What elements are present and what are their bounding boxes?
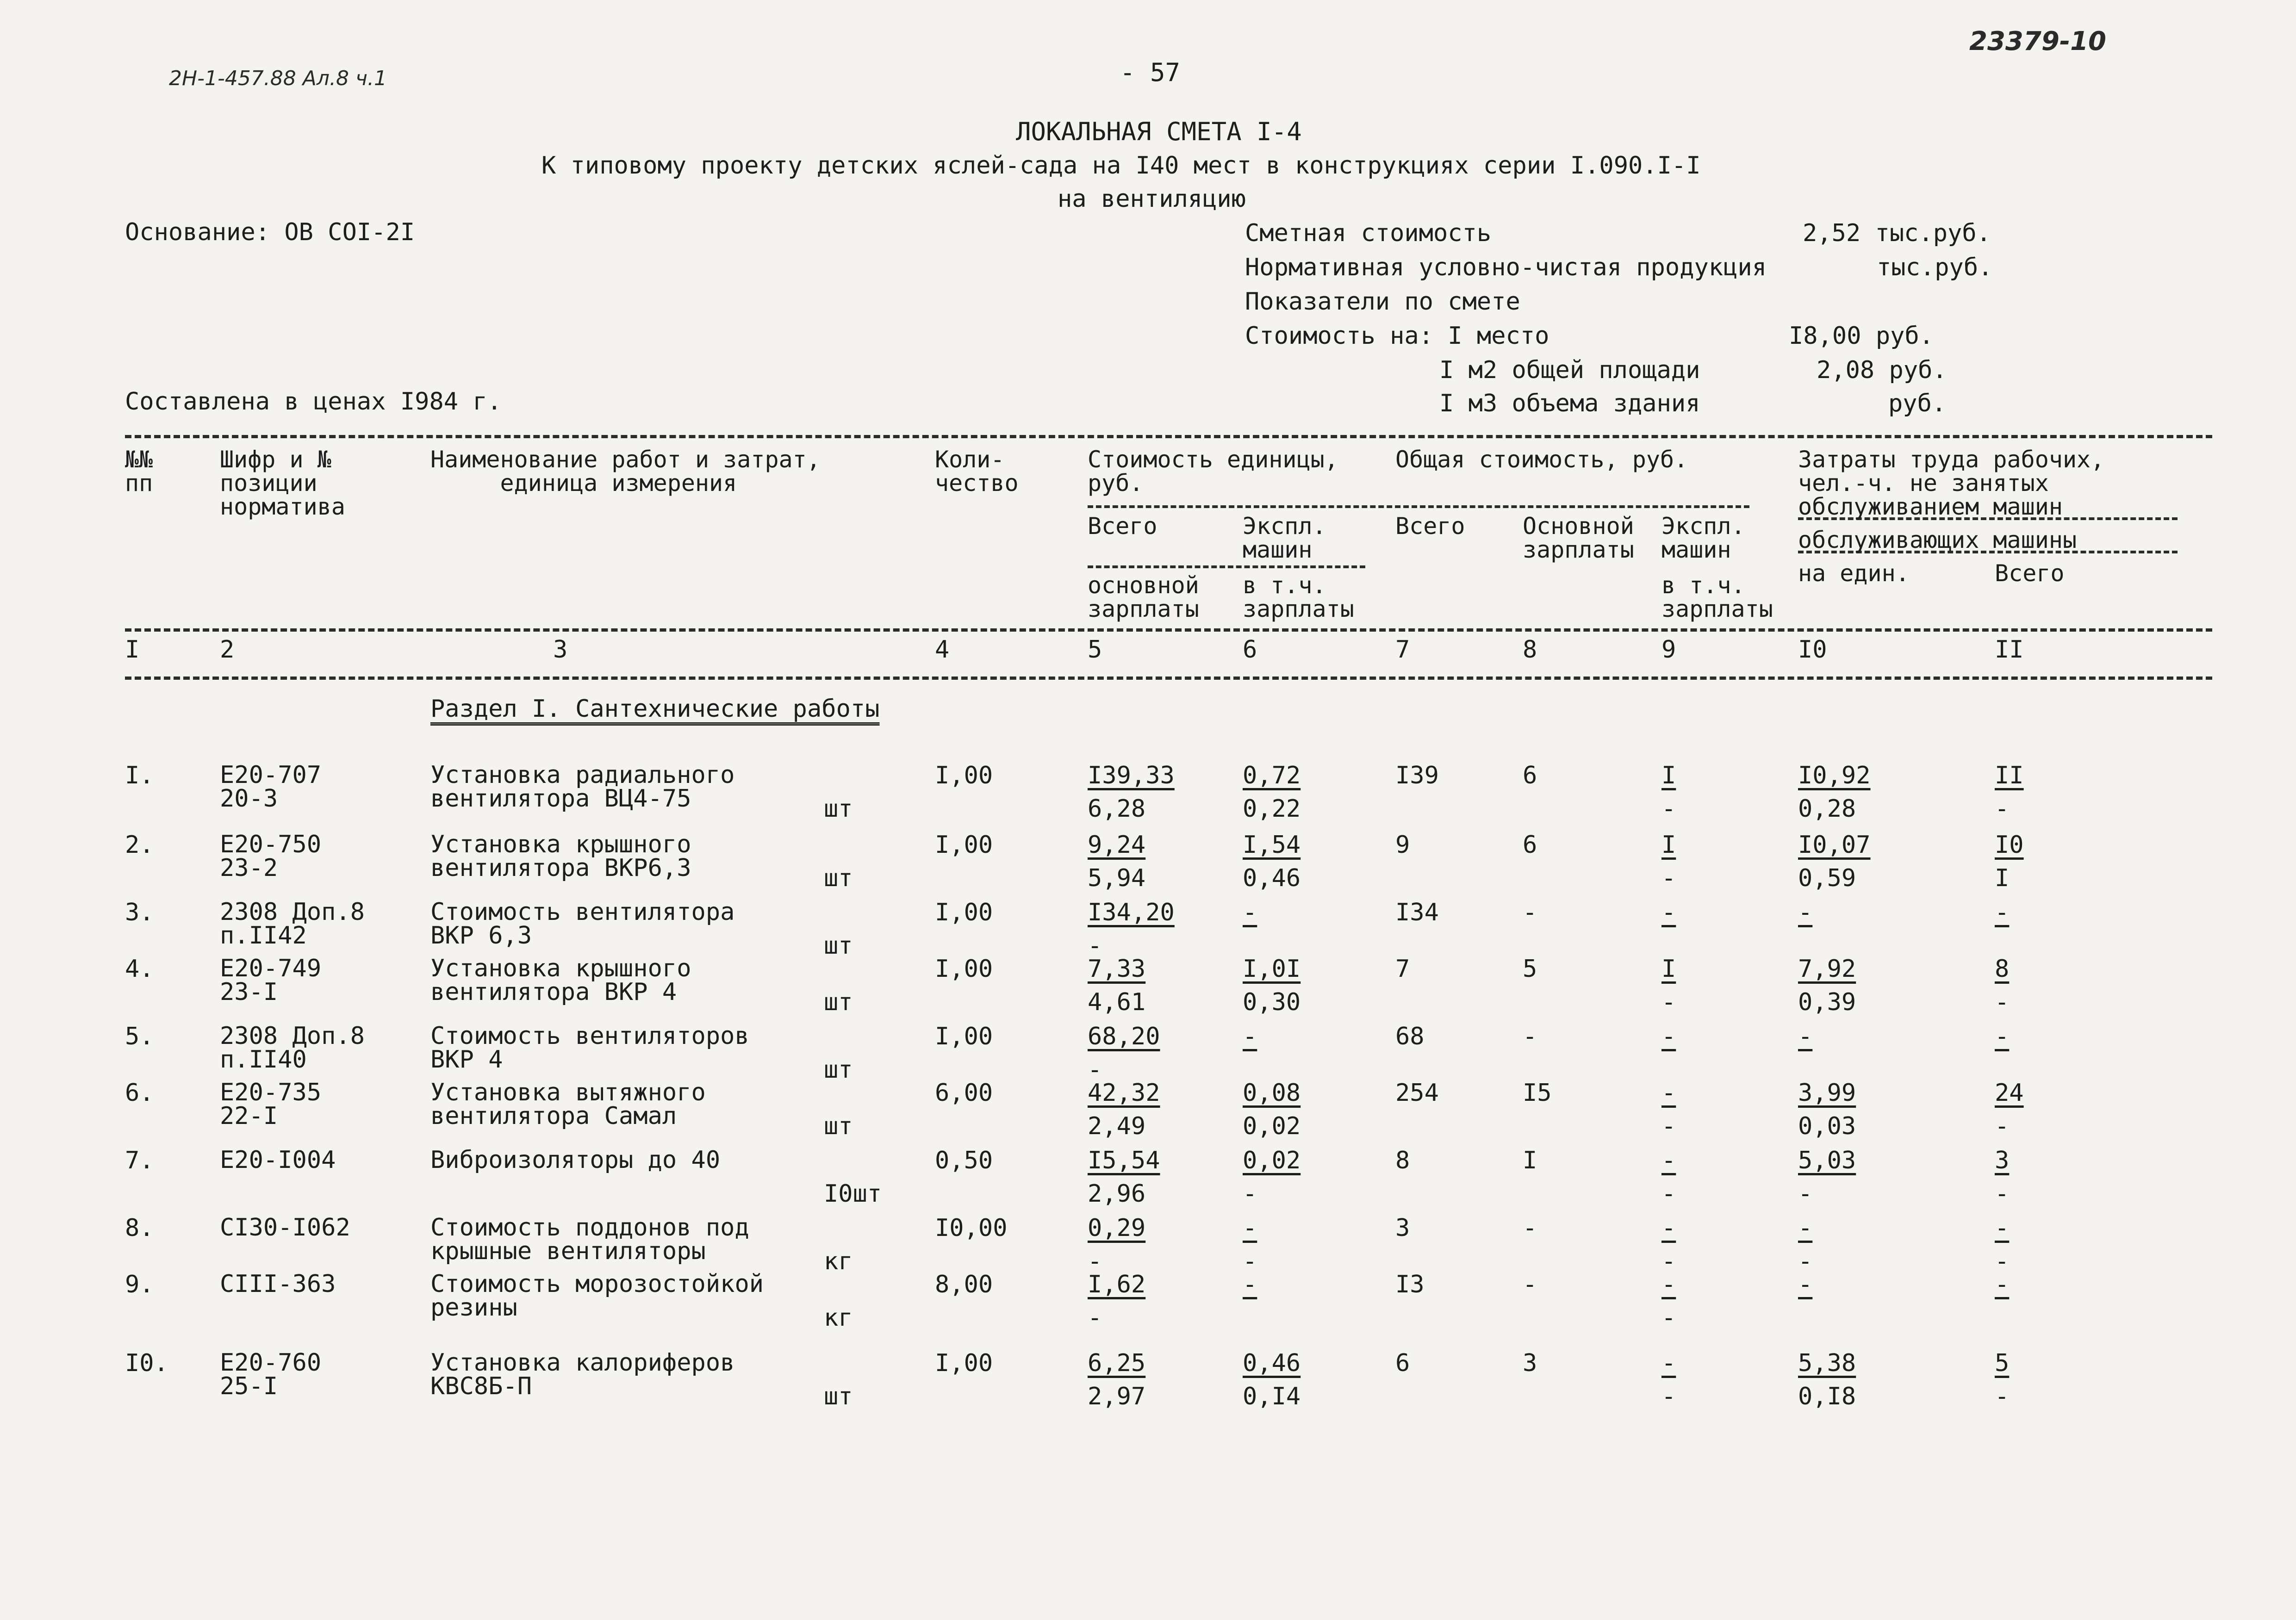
- row-labor-total: 24: [1995, 1079, 2024, 1107]
- row-unit-machine-wage: 0,I4: [1243, 1383, 1301, 1410]
- row-total-machine-wage: -: [1661, 1112, 1676, 1140]
- cost-per-place-value: I8,00 руб.: [1789, 322, 1934, 350]
- row-quantity: I,00: [935, 955, 993, 983]
- column-number: 6: [1243, 636, 1257, 664]
- cost-per-m3-label: I м3 объема здания: [1439, 390, 1700, 417]
- row-total: I39: [1395, 762, 1439, 789]
- row-labor-total: -: [1995, 1214, 2010, 1242]
- row-unit-machines: I,54: [1243, 831, 1301, 859]
- row-total-machines: -: [1661, 1147, 1676, 1174]
- row-total: I34: [1395, 899, 1439, 926]
- row-total-wage: 6: [1523, 831, 1537, 859]
- row-quantity: I,00: [935, 1023, 993, 1050]
- row-labor-unit-machines: -: [1798, 1248, 1813, 1275]
- row-labor-total: -: [1995, 1271, 2010, 1298]
- header-sub-rule: [1088, 505, 1749, 508]
- row-unit: шт: [824, 932, 853, 960]
- row-unit-machines: I,0I: [1243, 955, 1301, 983]
- row-total-machines: -: [1661, 1023, 1676, 1050]
- row-unit-wage: 6,28: [1088, 795, 1146, 823]
- row-code: 2308 Доп.8 п.II40: [220, 1022, 365, 1074]
- row-unit-machines: 0,46: [1243, 1349, 1301, 1377]
- column-number: 5: [1088, 636, 1102, 664]
- row-total-machines: I: [1661, 831, 1676, 859]
- row-unit-machines: -: [1243, 1214, 1257, 1242]
- row-total: 3: [1395, 1214, 1410, 1242]
- row-unit-total: 68,20: [1088, 1023, 1160, 1050]
- doc-subtitle: К типовому проекту детских яслей-сада на I40 мест в конструкциях серии I.090.I-I: [541, 152, 1701, 180]
- row-total: 6: [1395, 1349, 1410, 1377]
- header-labor-unit: на един.: [1798, 560, 1910, 587]
- row-unit: I0шт: [824, 1180, 882, 1208]
- row-labor-unit: -: [1798, 899, 1813, 926]
- row-unit-total: 0,29: [1088, 1214, 1146, 1242]
- row-code: Е20-750 23-2: [220, 831, 322, 882]
- header-labor: Затраты труда рабочих, чел.-ч. не занятых обслуживанием машин: [1798, 446, 2105, 520]
- row-total-machines: -: [1661, 899, 1676, 926]
- row-labor-total: 3: [1995, 1147, 2010, 1174]
- row-labor-unit: 3,99: [1798, 1079, 1856, 1107]
- section-title: Раздел I. Сантехнические работы: [430, 695, 880, 723]
- row-total: 9: [1395, 831, 1410, 859]
- row-unit-total: I5,54: [1088, 1147, 1160, 1174]
- row-unit-wage: 4,61: [1088, 988, 1146, 1016]
- row-unit-wage: 2,49: [1088, 1112, 1146, 1140]
- row-total-machine-wage: -: [1661, 1180, 1676, 1208]
- row-labor-unit-machines: 0,03: [1798, 1112, 1856, 1140]
- header-bottom-rule: [125, 628, 2212, 632]
- row-labor-unit-machines: 0,I8: [1798, 1383, 1856, 1410]
- row-unit-total: 7,33: [1088, 955, 1146, 983]
- row-labor-total-machines: -: [1995, 1112, 2010, 1140]
- header-sub-rule-2: [1088, 565, 1365, 568]
- row-name: Стоимость морозостойкой резины: [430, 1270, 764, 1322]
- column-number: 2: [220, 636, 235, 664]
- column-number: 3: [553, 636, 568, 664]
- column-number: I: [125, 636, 140, 664]
- row-number: 4.: [125, 955, 154, 983]
- archive-stamp: 23379-10: [1969, 26, 2106, 56]
- row-total: 8: [1395, 1147, 1410, 1174]
- row-name: Установка калориферов КВС8Б-П: [430, 1349, 735, 1400]
- row-unit-wage: -: [1088, 1056, 1102, 1084]
- column-number: 9: [1661, 636, 1676, 664]
- row-code: Е20-I004: [220, 1146, 336, 1174]
- row-total-wage: -: [1523, 1023, 1537, 1050]
- row-unit-machine-wage: 0,46: [1243, 864, 1301, 892]
- row-unit-machines: -: [1243, 1271, 1257, 1298]
- row-number: 7.: [125, 1147, 154, 1174]
- table-top-rule: [125, 435, 2212, 438]
- row-number: I0.: [125, 1349, 168, 1377]
- header-total: Всего: [1395, 513, 1465, 540]
- row-total-machine-wage: -: [1661, 864, 1676, 892]
- row-total-machine-wage: -: [1661, 988, 1676, 1016]
- row-code: Е20-735 22-I: [220, 1079, 322, 1130]
- row-unit-wage: 2,97: [1088, 1383, 1146, 1410]
- row-unit-machine-wage: 0,22: [1243, 795, 1301, 823]
- row-total-machines: I: [1661, 955, 1676, 983]
- row-name: Установка радиального вентилятора ВЦ4-75: [430, 761, 735, 813]
- row-labor-unit: I0,07: [1798, 831, 1871, 859]
- row-unit-total: I,62: [1088, 1271, 1146, 1298]
- page-number: - 57: [1120, 58, 1181, 87]
- row-unit: кг: [824, 1248, 853, 1275]
- row-unit: шт: [824, 1056, 853, 1084]
- row-unit-machines: -: [1243, 899, 1257, 926]
- row-labor-unit-machines: 0,39: [1798, 988, 1856, 1016]
- row-code: Е20-707 20-3: [220, 761, 322, 813]
- cost-per-m2-label: I м2 общей площади: [1439, 356, 1700, 384]
- row-name: Стоимость вентилятора ВКР 6,3: [430, 898, 735, 950]
- cost-value: 2,52 тыс.руб.: [1803, 219, 1991, 247]
- row-name: Установка крышного вентилятора ВКР6,3: [430, 831, 691, 882]
- row-labor-unit: 5,38: [1798, 1349, 1856, 1377]
- row-unit-machines: -: [1243, 1023, 1257, 1050]
- row-total-wage: 3: [1523, 1349, 1537, 1377]
- row-unit-wage: 5,94: [1088, 864, 1146, 892]
- row-unit-machine-wage: -: [1243, 1248, 1257, 1275]
- row-labor-unit: 7,92: [1798, 955, 1856, 983]
- row-unit: шт: [824, 795, 853, 823]
- row-quantity: I0,00: [935, 1214, 1008, 1242]
- row-labor-unit-machines: 0,28: [1798, 795, 1856, 823]
- row-total-wage: I5: [1523, 1079, 1552, 1107]
- header-labor-total: Всего: [1995, 560, 2065, 587]
- header-unit-machines: Экспл. машин: [1243, 513, 1326, 563]
- row-unit-wage: -: [1088, 1248, 1102, 1275]
- row-total: 254: [1395, 1079, 1439, 1107]
- column-number: 8: [1523, 636, 1537, 664]
- row-unit-wage: -: [1088, 932, 1102, 960]
- cost-per-place-label: Стоимость на: I место: [1245, 322, 1549, 350]
- row-labor-total-machines: -: [1995, 1180, 2010, 1208]
- column-number: 7: [1395, 636, 1410, 664]
- row-name: Виброизоляторы до 40: [430, 1146, 721, 1174]
- doc-subtitle-2: на вентиляцию: [1058, 185, 1246, 213]
- row-total: I3: [1395, 1271, 1425, 1298]
- row-total: 68: [1395, 1023, 1425, 1050]
- row-unit-total: I34,20: [1088, 899, 1175, 926]
- row-unit-machines: 0,08: [1243, 1079, 1301, 1107]
- row-unit-machines: 0,72: [1243, 762, 1301, 789]
- header-total-machines: Экспл. машин: [1661, 513, 1745, 563]
- header-quantity: Коли- чество: [935, 446, 1019, 497]
- norm-label: Нормативная условно-чистая продукция: [1245, 254, 1767, 281]
- norm-value: тыс.руб.: [1877, 254, 1993, 281]
- row-total-wage: I: [1523, 1147, 1537, 1174]
- row-total-wage: -: [1523, 899, 1537, 926]
- row-labor-total: 8: [1995, 955, 2010, 983]
- row-code: Е20-760 25-I: [220, 1349, 322, 1400]
- row-quantity: I,00: [935, 899, 993, 926]
- row-labor-total-machines: I: [1995, 864, 2010, 892]
- row-total-machine-wage: -: [1661, 1383, 1676, 1410]
- header-unit-cost: Стоимость единицы, руб.: [1088, 446, 1338, 497]
- row-labor-total: -: [1995, 1023, 2010, 1050]
- header-total-machine-wage: в т.ч. зарплаты: [1661, 572, 1773, 622]
- row-unit: шт: [824, 1383, 853, 1410]
- row-labor-total-machines: -: [1995, 1383, 2010, 1410]
- row-number: 3.: [125, 899, 154, 926]
- price-level: Составлена в ценах I984 г.: [125, 388, 502, 416]
- row-labor-total-machines: -: [1995, 795, 2010, 823]
- row-code: СIII-363: [220, 1270, 336, 1298]
- indicators-label: Показатели по смете: [1245, 288, 1520, 316]
- row-total-wage: -: [1523, 1214, 1537, 1242]
- row-total-machines: -: [1661, 1271, 1676, 1298]
- row-number: 5.: [125, 1023, 154, 1050]
- header-unit-machine-wage: в т.ч. зарплаты: [1243, 572, 1354, 622]
- row-labor-unit: 5,03: [1798, 1147, 1856, 1174]
- row-number: 9.: [125, 1271, 154, 1298]
- row-total: 7: [1395, 955, 1410, 983]
- row-unit-machine-wage: 0,30: [1243, 988, 1301, 1016]
- row-unit-total: 9,24: [1088, 831, 1146, 859]
- column-number: II: [1995, 636, 2024, 664]
- row-unit: шт: [824, 864, 853, 892]
- row-unit-total: 42,32: [1088, 1079, 1160, 1107]
- row-name: Установка крышного вентилятора ВКР 4: [430, 955, 691, 1006]
- row-quantity: I,00: [935, 831, 993, 859]
- row-total-machine-wage: -: [1661, 1304, 1676, 1332]
- cost-label: Сметная стоимость: [1245, 219, 1492, 247]
- row-quantity: 8,00: [935, 1271, 993, 1298]
- row-unit: шт: [824, 1112, 853, 1140]
- row-unit-machines: 0,02: [1243, 1147, 1301, 1174]
- column-number: 4: [935, 636, 950, 664]
- row-labor-total-machines: -: [1995, 988, 2010, 1016]
- row-labor-unit: -: [1798, 1214, 1813, 1242]
- row-quantity: 0,50: [935, 1147, 993, 1174]
- row-unit-machine-wage: 0,02: [1243, 1112, 1301, 1140]
- row-unit-wage: 2,96: [1088, 1180, 1146, 1208]
- row-labor-unit-machines: 0,59: [1798, 864, 1856, 892]
- row-total-wage: 6: [1523, 762, 1537, 789]
- header-unit-wage: основной зарплаты: [1088, 572, 1199, 622]
- header-number: №№ пп: [125, 446, 153, 497]
- row-labor-total: I0: [1995, 831, 2024, 859]
- header-name: Наименование работ и затрат, единица измерения: [430, 446, 821, 497]
- row-total-wage: 5: [1523, 955, 1537, 983]
- doc-title: ЛОКАЛЬНАЯ СМЕТА I-4: [1016, 117, 1302, 146]
- row-unit: кг: [824, 1304, 853, 1332]
- row-labor-unit: -: [1798, 1023, 1813, 1050]
- row-labor-unit: I0,92: [1798, 762, 1871, 789]
- row-labor-total-machines: -: [1995, 1248, 2010, 1275]
- header-code: Шифр и № позиции норматива: [220, 446, 345, 520]
- row-code: СI30-I062: [220, 1214, 350, 1241]
- cost-per-m3-value: руб.: [1888, 390, 1947, 417]
- row-code: 2308 Доп.8 п.II42: [220, 898, 365, 950]
- row-labor-total: II: [1995, 762, 2024, 789]
- row-unit-machine-wage: -: [1243, 1180, 1257, 1208]
- row-labor-total: 5: [1995, 1349, 2010, 1377]
- row-unit: шт: [824, 988, 853, 1016]
- row-quantity: I,00: [935, 1349, 993, 1377]
- row-unit-total: 6,25: [1088, 1349, 1146, 1377]
- row-total-machines: -: [1661, 1079, 1676, 1107]
- row-labor-total: -: [1995, 899, 2010, 926]
- col-numbers-rule: [125, 677, 2212, 680]
- row-labor-unit: -: [1798, 1271, 1813, 1298]
- row-number: 6.: [125, 1079, 154, 1107]
- row-total-machines: -: [1661, 1349, 1676, 1377]
- row-name: Стоимость поддонов под крышные вентиляторы: [430, 1214, 749, 1265]
- handwritten-note: 2Н-1-457.88 Ал.8 ч.1: [169, 67, 387, 90]
- header-total-wage: Основной зарплаты: [1523, 513, 1634, 563]
- row-quantity: I,00: [935, 762, 993, 789]
- row-number: 2.: [125, 831, 154, 859]
- header-total-cost: Общая стоимость, руб.: [1395, 446, 1688, 473]
- basis: Основание: ОВ СОI-2I: [125, 218, 415, 246]
- column-number: I0: [1798, 636, 1827, 664]
- row-name: Стоимость вентиляторов ВКР 4: [430, 1022, 749, 1074]
- row-number: 8.: [125, 1214, 154, 1242]
- row-total-machine-wage: -: [1661, 795, 1676, 823]
- row-total-wage: -: [1523, 1271, 1537, 1298]
- row-total-machines: I: [1661, 762, 1676, 789]
- row-total-machine-wage: -: [1661, 1248, 1676, 1275]
- row-name: Установка вытяжного вентилятора Самал: [430, 1079, 706, 1130]
- cost-per-m2-value: 2,08 руб.: [1817, 356, 1947, 384]
- row-quantity: 6,00: [935, 1079, 993, 1107]
- row-unit-total: I39,33: [1088, 762, 1175, 789]
- row-labor-unit-machines: -: [1798, 1180, 1813, 1208]
- row-number: I.: [125, 762, 154, 789]
- row-unit-wage: -: [1088, 1304, 1102, 1332]
- row-total-machines: -: [1661, 1214, 1676, 1242]
- header-unit-total: Всего: [1088, 513, 1157, 540]
- header-labor-machines: обслуживающих машины: [1798, 527, 2077, 553]
- row-code: Е20-749 23-I: [220, 955, 322, 1006]
